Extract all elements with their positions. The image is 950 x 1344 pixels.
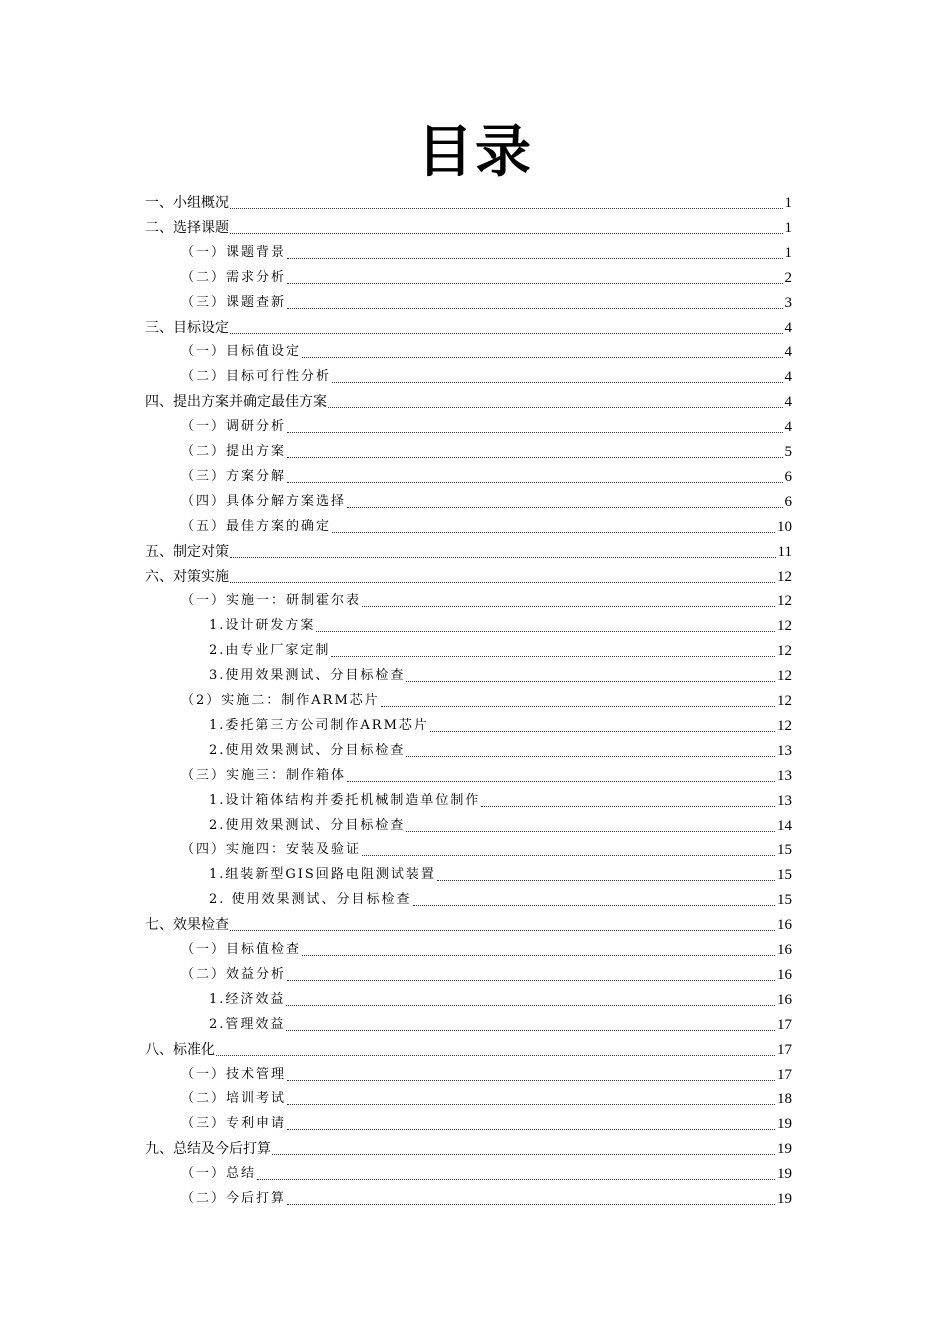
toc-entry-label: （二）今后打算 — [181, 1191, 287, 1206]
toc-entry-page-number: 12 — [777, 693, 792, 709]
dot-leader — [287, 1103, 775, 1105]
toc-entry-label: 2.由专业厂家定制 — [209, 643, 331, 659]
toc-entry-page-number: 19 — [777, 1116, 792, 1133]
toc-entry[interactable] — [209, 661, 792, 685]
toc-entry[interactable] — [145, 1134, 792, 1158]
toc-entry-page-number: 15 — [777, 867, 792, 884]
toc-entry[interactable] — [209, 736, 792, 760]
toc-entry[interactable] — [209, 786, 792, 810]
dot-leader — [287, 456, 782, 458]
dot-leader — [381, 705, 775, 707]
toc-entry-label: （一）技术管理 — [181, 1066, 287, 1082]
toc-entry-page-number: 16 — [777, 966, 792, 983]
dot-leader — [362, 605, 775, 607]
toc-entry[interactable] — [145, 387, 792, 411]
dot-leader — [302, 356, 782, 358]
toc-entry[interactable] — [209, 611, 792, 635]
dot-leader — [332, 381, 782, 383]
toc-entry-page-number: 4 — [784, 344, 792, 361]
toc-entry-label: （二）培训考试 — [181, 1091, 287, 1107]
dot-leader — [347, 506, 782, 508]
toc-entry-page-number: 17 — [777, 1016, 792, 1033]
toc-entry-label: 1.组装新型GIS回路电阻测试装置 — [209, 867, 436, 883]
toc-entry[interactable] — [181, 462, 792, 486]
toc-entry-page-number: 16 — [777, 991, 792, 1008]
toc-entry-label: 九、总结及今后打算 — [145, 1141, 271, 1158]
toc-entry-page-number: 4 — [784, 394, 792, 411]
dot-leader — [257, 1178, 775, 1180]
toc-entry-label: 二、选择课题 — [145, 219, 229, 236]
dot-leader — [332, 531, 775, 533]
toc-entry-page-number: 16 — [777, 917, 792, 934]
toc-entry-label: 1.委托第三方公司制作ARM芯片 — [209, 717, 429, 733]
dot-leader — [216, 1054, 775, 1056]
toc-entry-label: 2.使用效果测试、分目标检查 — [209, 742, 406, 758]
toc-entry-label: 五、制定对策 — [145, 543, 229, 560]
toc-entry[interactable] — [209, 811, 792, 835]
toc-entry-label: 2.使用效果测试、分目标检查 — [209, 817, 406, 833]
dot-leader — [406, 755, 775, 757]
toc-entry-label: 七、效果检查 — [145, 917, 229, 934]
toc-entry[interactable] — [181, 835, 792, 859]
dot-leader — [437, 879, 775, 881]
toc-entry-label: 1.经济效益 — [209, 991, 286, 1007]
dot-leader — [287, 481, 782, 483]
toc-entry-page-number: 10 — [777, 518, 792, 535]
toc-entry-page-number: 1 — [784, 195, 792, 211]
toc-entry-page-number: 12 — [777, 668, 792, 685]
dot-leader — [430, 730, 775, 732]
dot-leader — [230, 232, 783, 234]
dot-leader — [287, 307, 782, 309]
toc-entry-page-number: 17 — [777, 1041, 792, 1058]
toc-entry-page-number: 12 — [777, 717, 792, 734]
toc-entry-page-number: 14 — [777, 817, 792, 834]
toc-entry[interactable] — [209, 636, 792, 660]
toc-entry-page-number: 13 — [777, 792, 792, 809]
toc-entry[interactable] — [145, 562, 792, 586]
toc-entry[interactable] — [181, 960, 792, 984]
dot-leader — [230, 207, 783, 209]
toc-entry[interactable] — [209, 885, 792, 909]
dot-leader — [230, 556, 776, 558]
toc-entry-page-number: 15 — [777, 842, 792, 859]
toc-entry-label: （一）目标值设定 — [181, 344, 302, 360]
toc-entry-page-number: 18 — [777, 1091, 792, 1108]
toc-entry[interactable] — [181, 238, 792, 262]
toc-entry[interactable] — [209, 985, 792, 1009]
toc-entry-label: （一）实施一：研制霍尔表 — [181, 593, 362, 609]
toc-entry-page-number: 19 — [777, 1166, 792, 1183]
dot-leader — [302, 954, 775, 956]
toc-entry-label: 一、小组概况 — [145, 195, 229, 211]
toc-entry[interactable] — [145, 188, 792, 212]
toc-entry-label: （二）提出方案 — [181, 444, 287, 459]
toc-entry[interactable] — [209, 860, 792, 884]
toc-entry-label: 2. 使用效果测试、分目标检查 — [209, 892, 412, 908]
toc-entry[interactable] — [181, 1159, 792, 1183]
toc-entry-label: （二）目标可行性分析 — [181, 369, 332, 385]
toc-entry-page-number: 2 — [784, 269, 792, 286]
dot-leader — [287, 979, 775, 981]
toc-entry-label: 1.设计箱体结构并委托机械制造单位制作 — [209, 792, 481, 808]
toc-entry-label: （五）最佳方案的确定 — [181, 518, 332, 534]
toc-entry[interactable] — [145, 313, 792, 337]
toc-entry[interactable] — [181, 586, 792, 610]
toc-entry-label: （一）总结 — [181, 1166, 257, 1182]
toc-entry-page-number: 1 — [784, 244, 792, 261]
toc-entry[interactable] — [181, 1184, 792, 1208]
toc-entry-label: 三、目标设定 — [145, 319, 229, 336]
toc-entry-label: 1.设计研发方案 — [209, 618, 316, 634]
toc-entry[interactable] — [181, 362, 792, 386]
toc-entry-label: 2.管理效益 — [209, 1016, 286, 1032]
toc-entry-label: （三）实施三：制作箱体 — [181, 767, 347, 783]
toc-entry-page-number: 13 — [777, 742, 792, 759]
dot-leader — [230, 929, 775, 931]
dot-leader — [286, 1029, 775, 1031]
toc-entry[interactable] — [181, 437, 792, 461]
toc-entry-label: （三）方案分解 — [181, 468, 287, 484]
toc-entry-page-number: 12 — [777, 593, 792, 610]
toc-entry[interactable] — [181, 1109, 792, 1133]
dot-leader — [287, 431, 782, 433]
toc-entry[interactable] — [181, 288, 792, 312]
toc-entry-page-number: 6 — [784, 468, 792, 485]
toc-entry-label: （四）实施四：安装及验证 — [181, 842, 362, 858]
toc-entry[interactable] — [145, 910, 792, 934]
toc-entry-page-number: 3 — [784, 294, 792, 311]
dot-leader — [328, 406, 783, 408]
toc-entry[interactable] — [181, 761, 792, 785]
toc-entry-page-number: 15 — [777, 892, 792, 909]
dot-leader — [287, 1128, 775, 1130]
dot-leader — [481, 805, 775, 807]
dot-leader — [230, 581, 775, 583]
toc-entry-page-number: 6 — [784, 493, 792, 510]
dot-leader — [413, 904, 775, 906]
toc-entry-label: 八、标准化 — [145, 1041, 215, 1058]
dot-leader — [272, 1153, 775, 1155]
dot-leader — [287, 282, 782, 284]
toc-entry[interactable] — [145, 213, 792, 237]
toc-entry-page-number: 4 — [784, 419, 792, 436]
toc-entry[interactable] — [181, 1060, 792, 1084]
toc-entry-page-number: 17 — [777, 1066, 792, 1083]
toc-entry[interactable] — [181, 337, 792, 361]
dot-leader — [347, 780, 775, 782]
toc-entry[interactable] — [181, 686, 792, 710]
toc-entry-label: （一）目标值检查 — [181, 942, 302, 957]
toc-entry[interactable] — [181, 487, 792, 511]
dot-leader — [316, 630, 775, 632]
dot-leader — [406, 680, 775, 682]
dot-leader — [362, 854, 775, 856]
toc-entry-page-number: 4 — [784, 319, 792, 336]
toc-entry[interactable] — [145, 1035, 792, 1059]
toc-entry[interactable] — [181, 412, 792, 436]
dot-leader — [331, 655, 775, 657]
toc-entry-page-number: 13 — [777, 767, 792, 784]
toc-entry-label: 四、提出方案并确定最佳方案 — [145, 394, 327, 411]
toc-entry-label: 3.使用效果测试、分目标检查 — [209, 668, 406, 684]
dot-leader — [287, 1079, 775, 1081]
toc-entry[interactable] — [145, 537, 792, 561]
toc-entry-page-number: 12 — [777, 618, 792, 635]
toc-entry-page-number: 16 — [777, 942, 792, 958]
dot-leader — [230, 332, 783, 334]
dot-leader — [406, 830, 775, 832]
toc-entry-label: （二）需求分析 — [181, 269, 287, 285]
toc-entry[interactable] — [181, 1084, 792, 1108]
dot-leader — [287, 1203, 775, 1205]
toc-entry[interactable] — [181, 263, 792, 287]
toc-title: 目录 — [417, 120, 533, 185]
toc-entry-label: （三）课题查新 — [181, 294, 287, 310]
toc-entry-label: （一）课题背景 — [181, 244, 287, 260]
toc-entry-page-number: 19 — [777, 1191, 792, 1207]
dot-leader — [287, 257, 782, 259]
toc-entry[interactable] — [181, 512, 792, 536]
toc-entry-label: （三）专利申请 — [181, 1116, 287, 1132]
toc-entry-page-number: 5 — [784, 444, 792, 460]
toc-entry-page-number: 12 — [777, 643, 792, 660]
toc-entry-label: （二）效益分析 — [181, 966, 287, 982]
toc-entry[interactable] — [181, 935, 792, 959]
toc-entry[interactable] — [209, 711, 792, 735]
dot-leader — [286, 1004, 775, 1006]
toc-entry-label: （2）实施二：制作ARM芯片 — [181, 693, 380, 708]
toc-entry-label: （一）调研分析 — [181, 419, 287, 435]
toc-entry-page-number: 12 — [777, 568, 792, 585]
toc-entry-page-number: 4 — [784, 369, 792, 386]
toc-entry[interactable] — [209, 1010, 792, 1034]
toc-entry-page-number: 11 — [777, 543, 792, 560]
toc-entry-label: （四）具体分解方案选择 — [181, 493, 347, 509]
toc-entry-page-number: 1 — [784, 219, 792, 236]
toc-entry-page-number: 19 — [777, 1141, 792, 1158]
toc-entry-label: 六、对策实施 — [145, 568, 229, 585]
